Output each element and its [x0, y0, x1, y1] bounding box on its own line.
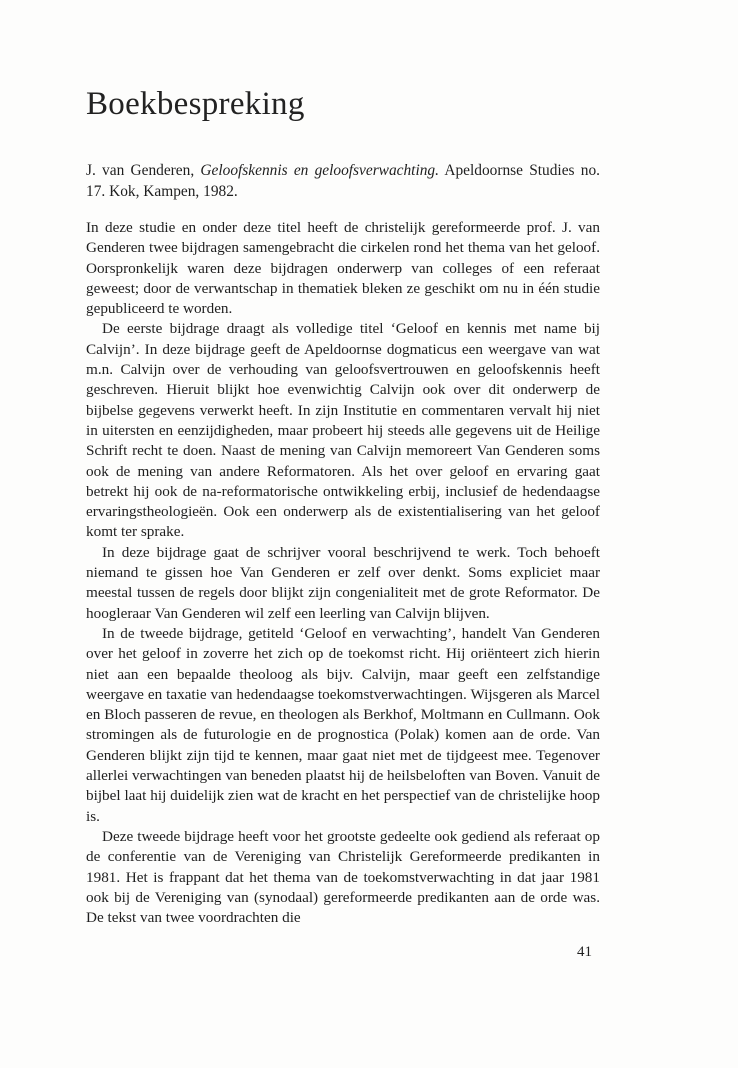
- paragraph: In de tweede bijdrage, getiteld ‘Geloof en verwachting’, handelt Van Genderen over het geloof in zoverre het zich op de toekomst richt. Hij oriënteert zich hierin niet aan een bepaalde theoloog als bijv. Calvijn, maar geeft een zelfstandige weergave en taxatie van hedendaagse toekomstverwachtingen. Wijsgeren als Marcel en Bloch passeren de revue, en theologen als Berkhof, Moltmann en Cullmann. Ook stromingen als de futurologie en de prognostica (Polak) komen aan de orde. Van Genderen blijkt zijn tijd te kennen, maar gaat niet met de tijdgeest mee. Tegenover allerlei verwachtingen van beneden plaatst hij de heilsbeloften van Boven. Vanuit de bijbel laat hij duidelijk zien wat de kracht en het perspectief van de christelijke hoop is.: [86, 624, 600, 825]
- review-body: [86, 218, 600, 928]
- page-number: 41: [577, 944, 592, 960]
- citation-details: Apeldoornse Studies no. 17. Kok, Kampen, 1982.: [86, 162, 600, 200]
- paragraph: Deze tweede bijdrage heeft voor het grootste gedeelte ook gediend als referaat op de conferentie van de Vereniging van Christelijk Gereformeerde predikanten in 1981. Het is frappant dat het thema van de toekomstverwachting in dat jaar 1981 ook bij de Vereniging van (synodaal) gereformeerde predikanten aan de orde was. De tekst van twee voordrachten die: [86, 827, 600, 927]
- book-citation: [86, 160, 600, 202]
- citation-title: Geloofskennis en geloofsverwachting.: [200, 162, 439, 179]
- paragraph: In deze bijdrage gaat de schrijver vooral beschrijvend te werk. Toch behoeft niemand te gissen hoe Van Genderen er zelf over denkt. Soms expliciet maar meestal tussen de regels door blijkt zijn congenialiteit met de grote Reformator. De hoogleraar Van Genderen wil zelf een leerling van Calvijn blijven.: [86, 543, 600, 622]
- citation-author: J. van Genderen,: [86, 162, 195, 179]
- paragraph: De eerste bijdrage draagt als volledige titel ‘Geloof en kennis met name bij Calvijn’. In deze bijdrage geeft de Apeldoornse dogmaticus een weergave van wat m.n. Calvijn over de verhouding van geloofsvertrouwen en geloofskennis heeft geschreven. Hieruit blijkt hoe evenwichtig Calvijn ook over dit onderwerp de bijbelse gegevens verwerkt heeft. In zijn Institutie en commentaren vervalt hij niet in uitersten en eenzijdigheden, maar probeert hij steeds alle gegevens uit de Heilige Schrift recht te doen. Naast de mening van Calvijn memoreert Van Genderen soms ook de mening van andere Reformatoren. Als het over geloof en ervaring gaat betrekt hij ook de na-reformatorische ontwikkeling erbij, inclusief de hedendaagse ervaringstheologieën. Ook een onderwerp als de existentialisering van het geloof komt ter sprake.: [86, 320, 600, 541]
- page-title: Boekbespreking: [86, 86, 305, 122]
- paragraph: In deze studie en onder deze titel heeft de christelijk gereformeerde prof. J. van Genderen twee bijdragen samengebracht die cirkelen rond het thema van het geloof. Oorspronkelijk waren deze bijdragen onderwerp van colleges of een referaat geweest; door de verwantschap in thematiek bleken ze geschikt om nu in één studie gepubliceerd te worden.: [86, 219, 600, 318]
